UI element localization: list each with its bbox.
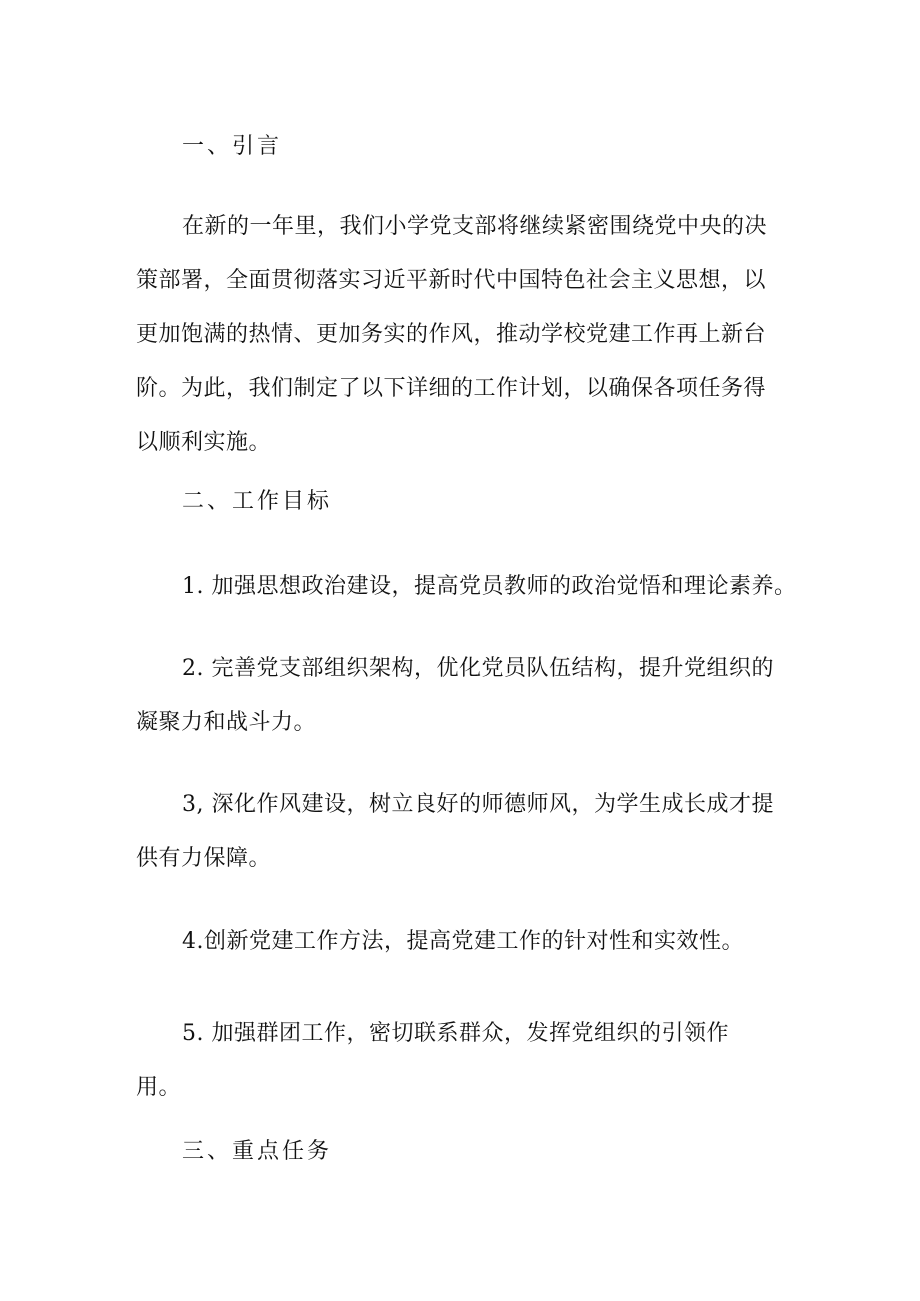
goal-item-2 (136, 642, 796, 750)
paragraph-line: 更加饱满的热情、更加务实的作风，推动学校党建工作再上新台 (136, 322, 767, 347)
goal-line: 2. 完善党支部组织架构，优化党员队伍结构，提升党组织的 (182, 656, 774, 681)
goal-item-4 (136, 915, 796, 969)
goal-line: 4.创新党建工作方法，提高党建工作的针对性和实效性。 (182, 929, 744, 954)
section-heading-work-goals: 二、工作目标 (182, 489, 333, 514)
section-heading-introduction: 一、引言 (182, 134, 283, 159)
goal-item-3 (136, 778, 796, 886)
goal-item-1 (136, 560, 796, 614)
goal-line: 用。 (136, 1075, 182, 1100)
section-heading-key-tasks: 三、重点任务 (182, 1139, 333, 1164)
goal-line: 凝聚力和战斗力。 (136, 710, 317, 735)
goal-line: 供有力保障。 (136, 846, 272, 871)
paragraph-line: 阶。为此，我们制定了以下详细的工作计划，以确保各项任务得 (136, 376, 767, 401)
introduction-paragraph (136, 200, 796, 470)
goal-line: 1. 加强思想政治建设，提高党员教师的政治觉悟和理论素养。 (182, 574, 797, 599)
goal-line: 3, 深化作风建设，树立良好的师德师风，为学生成长成才提 (182, 792, 774, 817)
goal-item-5 (136, 1007, 796, 1115)
goal-line: 5. 加强群团工作，密切联系群众，发挥党组织的引领作 (182, 1021, 729, 1046)
paragraph-line: 策部署，全面贯彻落实习近平新时代中国特色社会主义思想，以 (136, 268, 767, 293)
paragraph-line: 在新的一年里，我们小学党支部将继续紧密围绕党中央的决 (182, 214, 768, 239)
paragraph-line: 以顺利实施。 (136, 430, 272, 455)
